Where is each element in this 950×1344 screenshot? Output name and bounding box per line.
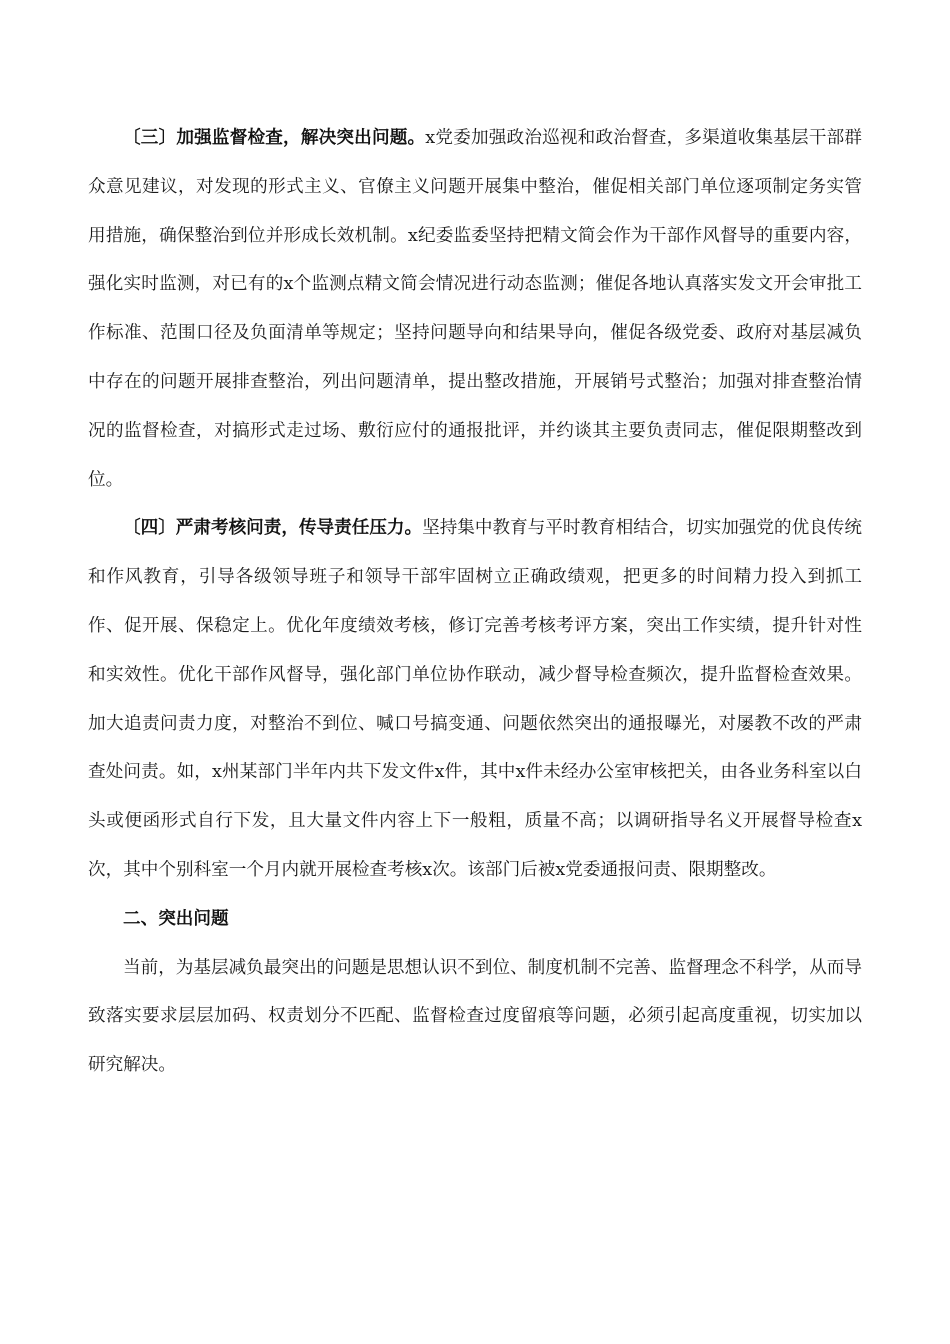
- section-4-heading: 〔四〕严肃考核问责，传导责任压力。: [123, 517, 423, 539]
- section-3-text: x党委加强政治巡视和政治督查，多渠道收集基层干部群众意见建议，对发现的形式主义、官僚主义问题开展集中整治，催促相关部门单位逐项制定务实管用措施，确保整治到位并形成长效机制。x纪委监委坚持把精文简会作为干部作风督导的重要内容，强化实时监测，对已有的x个监测点精文简会情况进行动态监测；催促各地认真落实发文开会审批工作标准、范围口径及负面清单等规定；坚持问题导向和结果导向，催促各级党委、政府对基层减负中存在的问题开展排查整治，列出问题清单，提出整改措施，开展销号式整治；加强对排查整治情况的监督检查，对搞形式走过场、敷衍应付的通报批评，并约谈其主要负责同志，催促限期整改到位。: [88, 128, 862, 490]
- section-3-heading: 〔三〕加强监督检查，解决突出问题。: [123, 127, 426, 148]
- document-body: [88, 114, 862, 1090]
- section-4-text: 坚持集中教育与平时教育相结合，切实加强党的优良传统和作风教育，引导各级领导班子和领导干部牢固树立正确政绩观，把更多的时间精力投入到抓工作、促开展、保稳定上。优化年度绩效考核，修订完善考核考评方案，突出工作实绩，提升针对性和实效性。优化干部作风督导，强化部门单位协作联动，减少督导检查频次，提升监督检查效果。加大追责问责力度，对整治不到位、喊口号搞变通、问题依然突出的通报曝光，对屡教不改的严肃查处问责。如，x州某部门半年内共下发文件x件，其中x件未经办公室审核把关，由各业务科室以白头或便函形式自行下发，且大量文件内容上下一般粗，质量不高；以调研指导名义开展督导检查x次，其中个别科室一个月内就开展检查考核x次。该部门后被x党委通报问责、限期整改。: [88, 518, 862, 880]
- chapter-2-heading: 二、突出问题: [123, 907, 229, 929]
- paragraph-section-3: [88, 114, 862, 504]
- paragraph-intro: 当前，为基层减负最突出的问题是思想认识不到位、制度机制不完善、监督理念不科学，从而导致落实要求层层加码、权责划分不匹配、监督检查过度留痕等问题，必须引起高度重视，切实加以研究解决。: [88, 957, 862, 1076]
- paragraph-section-4: [88, 504, 862, 894]
